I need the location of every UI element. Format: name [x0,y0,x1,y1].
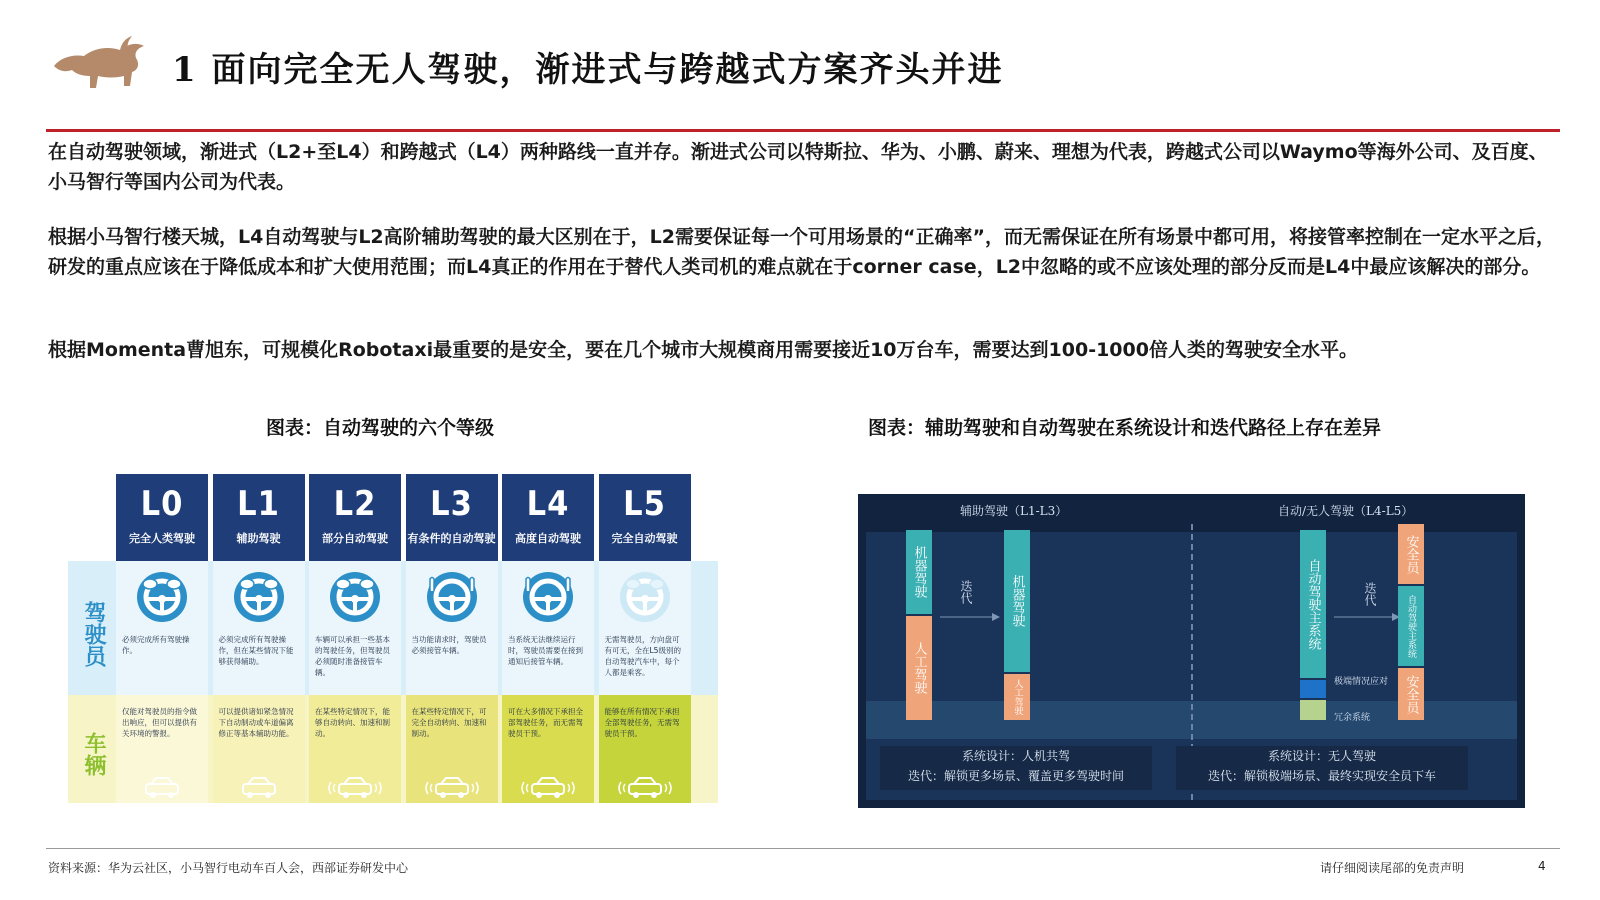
right-iterate-arrow [1334,612,1400,622]
right-design-box [1176,746,1468,790]
level-vehicle-text: 可以提供诸如紧急情况下自动制动或车道偏离修正等基本辅助功能。 [218,707,294,738]
left-iterate-label: 迭代 [959,580,973,604]
level-code: L3 [430,484,473,524]
level-code: L4 [526,484,570,524]
left-bar2-human [1004,674,1030,720]
level-column [599,474,691,804]
steering-wheel-hands-on-icon [329,571,381,623]
edge-case-label: 极端情况应对 [1334,677,1389,687]
steering-wheel-hands-off-icon [522,571,574,623]
left-bar2-machine-label: 机器驾驶 [1009,575,1025,627]
design-difference-figure [858,494,1525,808]
level-code: L5 [623,484,666,524]
level-driver-text: 车辆可以承担一些基本的驾驶任务，但驾驶员必须随时准备接管车辆。 [315,635,390,677]
paragraph-momenta: 根据Momenta曹旭东，可规模化Robotaxi最重要的是安全，要在几个城市大规模商用需要接近10万台车，需要达到100-1000倍人类的驾驶安全水平。 [48,339,1358,361]
level-name: 有条件的自动驾驶 [407,532,496,545]
right-bar2-main [1398,586,1424,666]
level-code: L2 [333,484,377,524]
autonomy-levels-figure [68,474,718,804]
car-icon [599,770,691,804]
right-bar1-redundant [1300,700,1326,720]
car-icon [116,770,208,804]
level-header [116,474,208,561]
level-name: 完全自动驾驶 [611,532,678,545]
left-bar2-human-label: 人工驾驶 [1012,679,1023,715]
right-bar2-safety-top-label: 安全员 [1403,534,1419,574]
steering-wheel-hands-on-icon [136,571,188,623]
left-bar1-human [906,616,932,720]
right-bar1-main [1300,530,1326,678]
level-name: 高度自动驾驶 [515,532,581,545]
level-name: 辅助驾驶 [236,532,281,545]
level-vehicle-text: 能够在所有情况下承担全部驾驶任务，无需驾驶员干预。 [604,707,680,738]
level-code: L0 [140,484,184,524]
level-driver-text: 必须完成所有驾驶操作。 [122,635,190,655]
steering-wheel-faded-icon [619,571,671,623]
left-bar2-machine [1004,530,1030,672]
car-icon [406,770,498,804]
right-bar2-safety-top [1398,524,1424,584]
level-driver-text: 当功能请求时，驾驶员必须接管车辆。 [411,635,487,655]
level-column [116,474,208,804]
right-bar2-main-label: 自动驾驶主系统 [1406,594,1416,658]
steering-wheel-hands-on-icon [233,571,285,623]
level-column [406,474,498,804]
left-design-box [880,746,1152,790]
steering-wheel-hands-off-icon [426,571,478,623]
level-name: 完全人类驾驶 [129,532,195,545]
left-iterate-line: 迭代：解锁更多场景、覆盖更多驾驶时间 [907,769,1124,783]
right-iterate-label: 迭代 [1363,582,1377,606]
level-vehicle-text: 仅能对驾驶员的指令做出响应，但可以提供有关环境的警报。 [122,707,197,738]
level-vehicle-text: 可在大多情况下承担全部驾驶任务，而无需驾驶员干预。 [508,707,583,738]
level-column [309,474,401,804]
level-driver-text: 必须完成所有驾驶操作，但在某些情况下能够获得辅助。 [218,635,294,666]
right-bar2-safety-bottom [1398,668,1424,720]
left-panel-title: 辅助驾驶（L1-L3） [960,504,1068,518]
level-header [309,474,401,561]
left-iterate-arrow [940,612,1000,622]
right-bar1-edge [1300,680,1326,698]
redundant-label: 冗余系统 [1334,713,1371,723]
car-icon [213,770,305,804]
figure-left-caption: 图表：自动驾驶的六个等级 [266,417,495,439]
level-vehicle-text: 在某些特定情况下，可完全自动转向、加速和制动。 [411,707,487,738]
right-bar2-safety-bottom-label: 安全员 [1403,674,1419,714]
footer-divider [46,848,1560,849]
right-design-line: 系统设计：无人驾驶 [1267,749,1376,763]
level-header [599,474,691,561]
level-driver-text: 当系统无法继续运行时，驾驶员需要在接到通知后接管车辆。 [508,635,583,666]
right-bar1-main-label: 自动驾驶主系统 [1305,558,1321,650]
disclaimer-note: 请仔细阅读尾部的免责声明 [1320,861,1465,875]
right-iterate-line: 迭代：解锁极端场景、最终实现安全员下车 [1207,769,1436,783]
paragraph-routes: 在自动驾驶领域，渐进式（L2+至L4）和跨越式（L4）两种路线一直并存。渐进式公司以特斯拉、华为、小鹏、蔚来、理想为代表，跨越式公司以Waymo等海外公司、及百度、小马智行等国内公司为代表。 [48,141,1548,193]
car-icon [309,770,401,804]
header-divider [46,129,1560,132]
figure-right-caption: 图表：辅助驾驶和自动驾驶在系统设计和迭代路径上存在差异 [868,417,1382,439]
level-header [502,474,594,561]
level-name: 部分自动驾驶 [322,532,388,545]
driver-row-label: 驾驶员 [81,601,106,667]
level-header [213,474,305,561]
right-panel-title: 自动/无人驾驶（L4-L5） [1278,504,1414,518]
vehicle-row-label: 车辆 [81,732,106,776]
level-header [406,474,498,561]
left-bar1-human-label: 人工驾驶 [911,642,927,694]
left-bar1-machine-label: 机器驾驶 [911,546,927,598]
level-column [502,474,594,804]
page-title: 1 面向完全无人驾驶，渐进式与跨越式方案齐头并进 [172,50,1004,90]
source-note: 资料来源：华为云社区，小马智行电动车百人会，西部证券研发中心 [48,861,409,875]
level-code: L1 [237,484,280,524]
left-design-line: 系统设计：人机共驾 [961,749,1070,763]
left-bar1-machine [906,530,932,614]
level-column [213,474,305,804]
paragraph-pony: 根据小马智行楼天城，L4自动驾驶与L2高阶辅助驾驶的最大区别在于，L2需要保证每一个可用场景的“正确率”，而无需保证在所有场景中都可用，将接管率控制在一定水平之后，研发的重点应该在于降低成本和扩大使用范围；而L4真正的作用在于替代人类司机的难点就在于corner case，L2中忽略的或不应该处理的部分反而是L4中最应该解决的部分。 [48,226,1555,278]
page-number: 4 [1538,859,1546,873]
level-driver-text: 无需驾驶员，方向盘可有可无，全在L5级别的自动驾驶汽车中，每个人都是乘客。 [604,635,681,677]
car-icon [502,770,594,804]
level-vehicle-text: 在某些特定情况下，能够自动转向、加速和制动。 [315,707,390,738]
bull-logo-icon [50,36,150,92]
